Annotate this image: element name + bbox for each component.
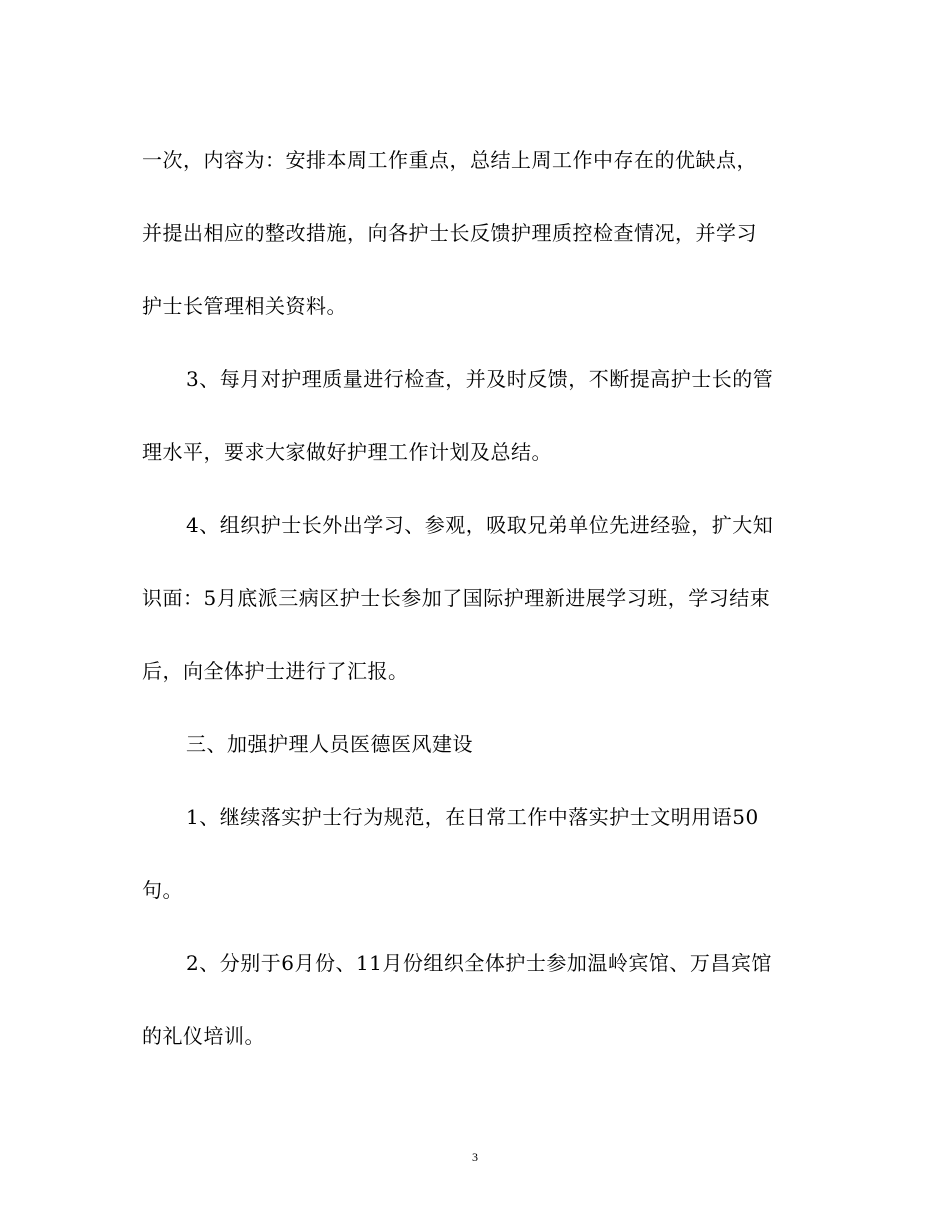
paragraph-line: 3、每月对护理质量进行检查，并及时反馈，不断提高护士长的管 bbox=[186, 367, 774, 391]
paragraph-line: 一次，内容为：安排本周工作重点，总结上周工作中存在的优缺点， bbox=[142, 148, 757, 172]
section-heading: 三、加强护理人员医德医风建设 bbox=[186, 732, 473, 756]
paragraph-line: 护士长管理相关资料。 bbox=[142, 294, 347, 318]
page-number: 3 bbox=[472, 1150, 478, 1164]
paragraph-line: 识面：5月底派三病区护士长参加了国际护理新进展学习班，学习结束 bbox=[142, 586, 771, 610]
paragraph-line: 的礼仪培训。 bbox=[142, 1024, 265, 1048]
paragraph-line: 句。 bbox=[142, 878, 183, 902]
paragraph-line: 1、继续落实护士行为规范，在日常工作中落实护士文明用语50 bbox=[186, 805, 759, 829]
paragraph-line: 4、组织护士长外出学习、参观，吸取兄弟单位先进经验，扩大知 bbox=[186, 513, 774, 537]
paragraph-line: 2、分别于6月份、11月份组织全体护士参加温岭宾馆、万昌宾馆 bbox=[186, 951, 772, 975]
paragraph-line: 理水平，要求大家做好护理工作计划及总结。 bbox=[142, 440, 552, 464]
paragraph-line: 并提出相应的整改措施，向各护士长反馈护理质控检查情况，并学习 bbox=[142, 221, 757, 245]
paragraph-line: 后，向全体护士进行了汇报。 bbox=[142, 659, 409, 683]
